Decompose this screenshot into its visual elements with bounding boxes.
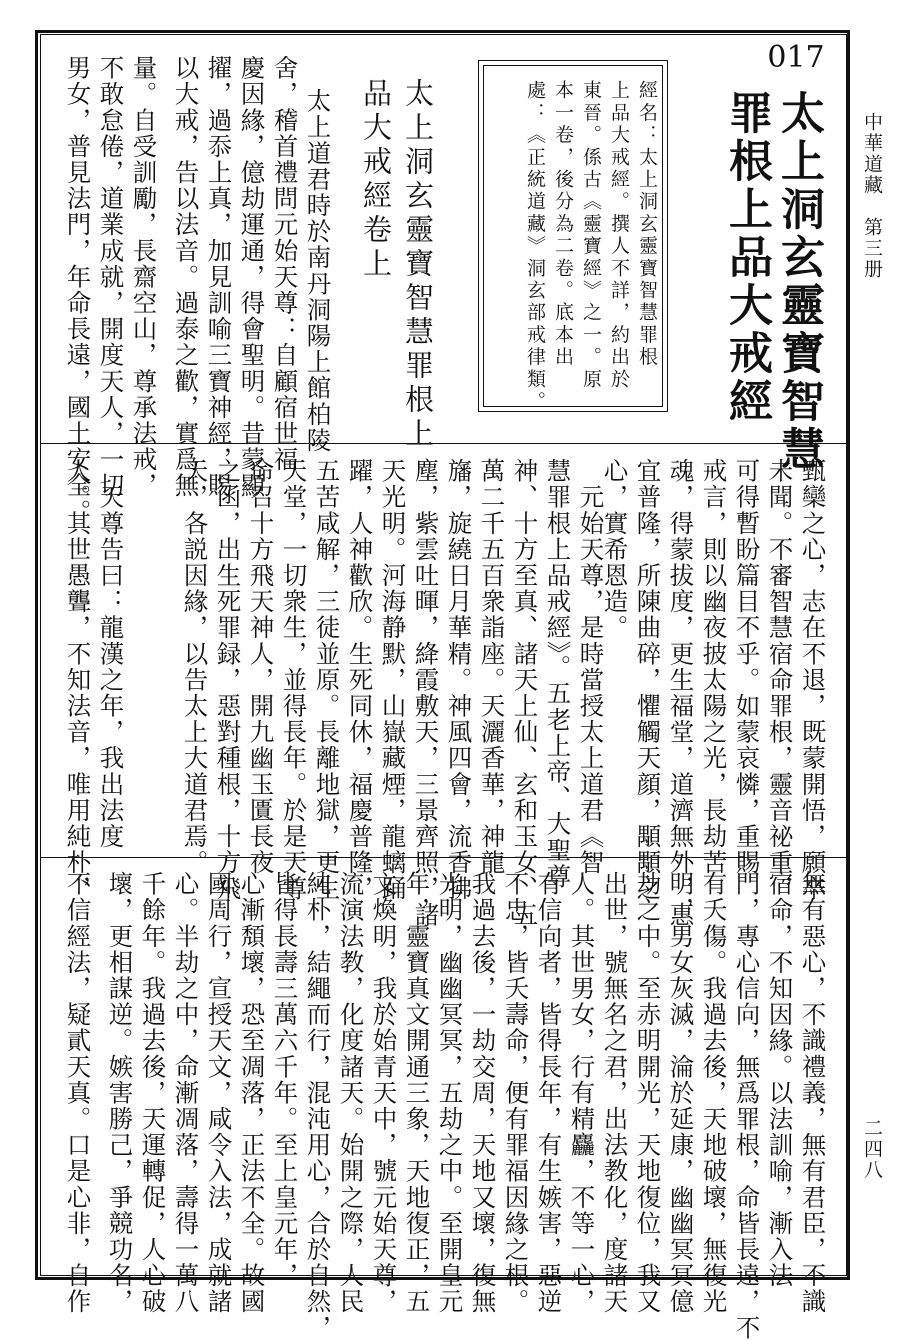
text-column: 人。其世愚聾，不知法音，唯用純朴， [63, 458, 93, 902]
text-column: 命召十方飛天神人，開九幽玉匱長夜 [246, 458, 276, 876]
text-column: 我過去後，一劫交周，天地又壞，復無 [468, 871, 498, 1315]
text-column: 舍，稽首禮問元始天尊：自顧宿世福 [270, 55, 300, 473]
text-column: 萬二千五百衆詣座。天灑香華，神龍 [477, 458, 507, 876]
text-column: 之函，出生死罪録，惡對種根，十方飛 [213, 458, 243, 902]
text-column: 有夭傷。我過去後，天地破壞，無復光 [699, 871, 729, 1315]
text-column: 不敢怠倦，道業成就，開度天人，一切 [96, 55, 126, 499]
text-column: 天堂，一切衆生，並得長年。於是天尊 [279, 458, 309, 902]
text-column: 文煥明，我於始青天中，號元始天尊， [369, 871, 399, 1315]
text-column: 宜普隆，所陳曲碎，懼觸天顔，顒顒之 [633, 458, 663, 902]
text-column: 明，男女灰滅，淪於延康，幽幽冥冥億 [666, 871, 696, 1315]
text-column: 塵，紫雲吐暉，絳霞敷天，三景齊照，諸 [411, 458, 441, 928]
info-box-line: 東晉。係古《靈寶經》之一。原 [580, 80, 602, 391]
text-column: 宿命，不知因緣。以法訓喻，漸入法 [765, 871, 795, 1289]
text-column: 國周行，宣授天文，咸令入法，成就諸 [204, 871, 234, 1315]
text-column: 天光明。河海静默，山嶽藏煙，龍螭踊 [378, 458, 408, 902]
text-column: 天尊告曰：龍漢之年，我出法度 [96, 458, 126, 850]
text-column: 以大戒，告以法音。過泰之歡，實爲無 [171, 55, 201, 499]
big-title-line-2: 罪根上品大戒經 [721, 90, 772, 426]
text-column: 心漸頽壞，恐至凋落，正法不全。故國 [237, 871, 267, 1315]
text-column: 躍，人神歡欣。生死同休，福慶普隆， [345, 458, 375, 902]
text-column: 門，專心信向，無爲罪根，命皆長遠，不 [732, 871, 762, 1341]
text-column: 男女，普見法門，年命長遠，國土安全。 [63, 55, 93, 525]
text-column: 可得暫盼篇目不乎。如蒙哀憐，重賜 [732, 458, 762, 876]
side-header: 中華道藏 第三册 [861, 112, 883, 280]
text-column: 神、十方至真、諸天上仙、玄和玉女、五 [510, 458, 540, 928]
text-column: 出世，號無名之君，出法教化，度諸天 [600, 871, 630, 1315]
scroll-title-line-1: 太上洞玄靈寶智慧罪根上 [401, 78, 435, 452]
text-column: 不忠，皆夭壽命，便有罪福因緣之根。 [501, 871, 531, 1315]
scroll-title-line-2: 品大戒經卷上 [359, 78, 393, 282]
section-divider-top [40, 443, 847, 444]
text-column: 心，實希恩造。 [600, 458, 630, 641]
text-column: 人。其世男女，行有精麤，不等一心， [567, 871, 597, 1315]
text-column: 慧罪根上品戒經》。五老上帝、大聖尊 [543, 458, 573, 890]
text-column: 量。自受訓勵，長齋空山，尊承法戒， [129, 55, 159, 499]
text-column: 壞，更相謀逆。嫉害勝己，爭競功名， [105, 871, 135, 1315]
text-column: 皆得長壽三萬六千年。至上皇元年， [270, 871, 300, 1289]
text-column: 不信經法，疑貳天真。口是心非，自作 [63, 871, 93, 1315]
big-title-line-1: 太上洞玄靈寶智慧 [773, 90, 824, 474]
text-column: 有信向者，皆得長年，有生嫉害，惡逆 [534, 871, 564, 1315]
text-column: 年，靈寶真文開通三象，天地復正，五 [402, 871, 432, 1315]
text-column: 光明，幽幽冥冥，五劫之中。至開皇元 [435, 871, 465, 1315]
text-column: 戒言，則以幽夜披太陽之光，長劫苦 [699, 458, 729, 876]
text-column: 純朴，結繩而行，混沌用心，合於自然， [303, 871, 333, 1341]
text-column: 太上道君時於南丹洞陽上館柏陵 [303, 88, 333, 454]
text-column: 未聞。不審智慧宿命罪根，靈音祕重， [765, 458, 795, 902]
text-column: 天，各説因緣，以告太上大道君焉。 [180, 458, 210, 876]
text-column: 無有惡心，不識禮義，無有君臣，不識 [798, 871, 828, 1315]
text-column: 旛，旋繞日月華精。神風四會，流香拂 [444, 458, 474, 902]
text-number: 017 [767, 40, 825, 75]
text-column: 魂，得蒙拔度，更生福堂，道濟無外，惠 [666, 458, 696, 928]
info-box-line: 上品大戒經。撰人不詳，約出於 [608, 80, 630, 391]
text-column: 慶因緣，億劫運通，得會聖明。昔蒙顯 [237, 55, 267, 499]
text-column: 流演法教，化度諸天。始開之際，人民 [336, 871, 366, 1315]
info-box-line: 經名：太上洞玄靈寶智慧罪根 [636, 80, 658, 369]
text-column: 劫之中。至赤明開光，天地復位，我又 [633, 871, 663, 1315]
text-column: 五苦咸解，三徒並原。長離地獄，更生 [312, 458, 342, 902]
text-column: 擢，過忝上真，加見訓喻三寶神經，賜 [204, 55, 234, 499]
info-box-line: 本一卷，後分為二卷。底本出 [552, 80, 574, 369]
text-column: 元始天尊，是時當授太上道君《智 [576, 458, 606, 876]
text-column: 心。半劫之中，命漸凋落，壽得一萬八 [171, 871, 201, 1315]
page-number: 二四八 [861, 1118, 883, 1181]
info-box-line: 處：《正統道藏》洞玄部戒律類。 [524, 80, 546, 413]
text-column: 甄欒之心，志在不退，既蒙開悟，願卒 [798, 458, 828, 902]
text-column: 千餘年。我過去後，天運轉促，人心破 [138, 871, 168, 1315]
